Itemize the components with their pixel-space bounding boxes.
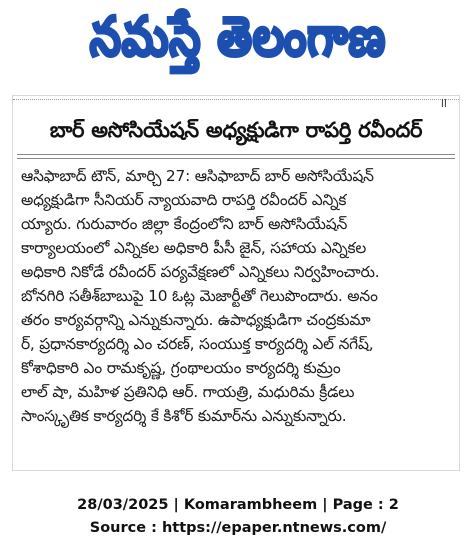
article-body-line: బోనగిరి సతీశ్‌బాబుపై 10 ఓట్ల మెజార్టీతో గెలుపొందారు. అనం <box>21 287 378 305</box>
clipping-corner-mark: ll <box>440 97 447 110</box>
article-clipping <box>12 95 460 471</box>
article-body-line: ఆసిఫాబాద్ టౌన్, మార్చి 27: ఆసిఫాబాద్ బార్ అసోసియేషన్ <box>21 167 374 185</box>
article-body-line: కార్యాలయంలో ఎన్నికల అధికారి పీసీ జైన్, సహాయ ఎన్నికల <box>21 239 367 257</box>
article-body-line: లాల్ షా, మహిళ ప్రతినిధి ఆర్. గాయత్రి, మధురిమ క్రీడలు <box>21 383 355 401</box>
article-body-line: అధికారి నికోడే రవీందర్ పర్యవేక్షణలో ఎన్నికలు నిర్వహించారు. <box>21 263 380 281</box>
headline-rule-bottom <box>17 158 455 159</box>
article-body-line: అధ్యక్షుడిగా సీనియర్ న్యాయవాది రాపర్తి రవీందర్ ఎన్నిక <box>21 191 347 209</box>
article-body-line: సాంస్కృతిక కార్యదర్శి కే కిశోర్ కుమార్‌ను ఎన్నుకున్నారు. <box>21 407 347 425</box>
article-body-line: య్యారు. గురువారం జిల్లా కేంద్రంలోని బార్ అసోసియేషన్ <box>21 215 348 233</box>
article-body-line: కోశాధికారి ఎం రామకృష్ణ, గ్రంథాలయం కార్యదర్శి కుమ్రం <box>21 359 341 377</box>
article-body-line: తరం కార్యవర్గాన్ని ఎన్నుకున్నారు. ఉపాధ్యక్షుడిగా చంద్రకుమా <box>21 311 371 329</box>
masthead-logo: నమస్తే తెలంగాణ <box>89 6 387 69</box>
footer-date-edition: 28/03/2025 | Komarambheem | Page : 2 <box>77 497 399 513</box>
article-body <box>21 164 453 428</box>
article-body-line: ర్, ప్రధానకార్యదర్శి ఎం చరణ్, సంయుక్త కార్యదర్శి ఎల్ నగేష్, <box>21 335 374 353</box>
footer-source: Source : https://epaper.ntnews.com/ <box>89 520 387 536</box>
headline-rule-top <box>17 154 455 155</box>
newspaper-masthead <box>34 6 442 76</box>
clipping-top-divider <box>13 99 459 108</box>
article-headline: బార్ అసోసియేషన్ అధ్యక్షుడిగా రాపర్తి రవీందర్ <box>49 118 423 142</box>
